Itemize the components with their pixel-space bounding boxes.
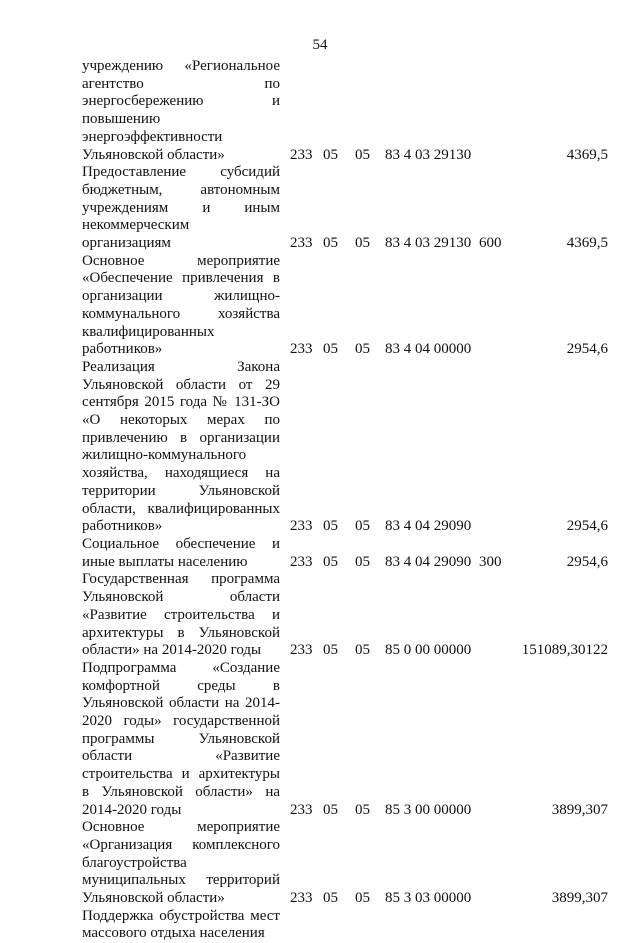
table-row (0, 536, 640, 571)
row-code: 233 (290, 518, 313, 535)
row-subsection: 05 (355, 341, 370, 358)
row-section: 05 (323, 890, 338, 907)
row-code: 233 (290, 642, 313, 659)
row-subsection: 05 (355, 642, 370, 659)
row-section: 05 (323, 553, 338, 570)
row-section: 05 (323, 341, 338, 358)
row-code: 233 (290, 553, 313, 570)
row-section: 05 (323, 235, 338, 252)
table-row (0, 58, 640, 164)
row-target-code: 83 4 03 29130 (385, 235, 472, 252)
row-amount: 3899,307 (551, 801, 608, 818)
row-code: 233 (290, 235, 313, 252)
row-description: Государственная программа Ульяновской области «Развитие строительства и архитектуры в Ульяновской области» на 2014-2020 годы (82, 571, 280, 659)
row-amount: 4369,5 (566, 146, 608, 163)
row-target-code: 83 4 04 29090 (385, 553, 472, 570)
row-description: Основное мероприятие «Обеспечение привлечения в организации жилищно-коммунального хозяйства квалифицированных работников» (82, 252, 280, 358)
row-target-code: 83 4 04 29090 (385, 518, 472, 535)
row-amount: 2954,6 (566, 518, 608, 535)
row-description: Поддержка обустройства мест массового отдыха населения (82, 907, 280, 942)
row-description: учреждению «Региональное агентство по энергосбережению и повышению энергоэффективности Ульяновской области» (82, 58, 280, 163)
row-target-code: 85 0 00 00000 (385, 642, 472, 659)
row-amount: 2954,6 (566, 341, 608, 358)
row-target-code: 85 3 03 00000 (385, 890, 472, 907)
row-description: Социальное обеспечение и иные выплаты населению (82, 535, 280, 570)
row-subsection: 05 (355, 553, 370, 570)
row-subsection: 05 (355, 235, 370, 252)
table-row (0, 660, 640, 819)
row-code: 233 (290, 890, 313, 907)
row-section: 05 (323, 642, 338, 659)
row-description: Подпрограмма «Создание комфортной среды в Ульяновской области на 2014-2020 годы» государственной программы Ульяновской области «Развитие строительства и архитектуры в Ульяновской области» на 2014-2020 годы (82, 659, 280, 818)
table-row (0, 908, 640, 943)
table-row (0, 571, 640, 660)
row-code: 233 (290, 801, 313, 818)
row-target-code: 83 4 03 29130 (385, 146, 472, 163)
row-amount: 3899,307 (551, 890, 608, 907)
budget-table (0, 58, 640, 943)
row-expense-type: 600 (479, 235, 502, 252)
row-section: 05 (323, 801, 338, 818)
row-description: Предоставление субсидий бюджетным, автономным учреждениям и иным некоммерческим организациям (82, 164, 280, 252)
row-subsection: 05 (355, 146, 370, 163)
page-number: 54 (312, 37, 328, 53)
table-row (0, 819, 640, 908)
row-section: 05 (323, 146, 338, 163)
row-subsection: 05 (355, 890, 370, 907)
row-subsection: 05 (355, 518, 370, 535)
row-subsection: 05 (355, 801, 370, 818)
row-code: 233 (290, 146, 313, 163)
table-row (0, 253, 640, 359)
row-amount: 151089,30122 (521, 642, 608, 659)
row-target-code: 85 3 00 00000 (385, 801, 472, 818)
row-amount: 2954,6 (566, 553, 608, 570)
row-description: Реализация Закона Ульяновской области от 29 сентября 2015 года № 131-ЗО «О некоторых мерах по привлечению в организации жилищно-коммунального хозяйства, находящиеся на территории Ульяновской области, квалифицированных работников» (82, 358, 280, 535)
row-code: 233 (290, 341, 313, 358)
row-target-code: 83 4 04 00000 (385, 341, 472, 358)
row-description: Основное мероприятие «Организация комплексного благоустройства муниципальных территорий Ульяновской области» (82, 819, 280, 907)
row-expense-type: 300 (479, 553, 502, 570)
table-row (0, 359, 640, 536)
row-section: 05 (323, 518, 338, 535)
table-row (0, 164, 640, 253)
row-amount: 4369,5 (566, 235, 608, 252)
